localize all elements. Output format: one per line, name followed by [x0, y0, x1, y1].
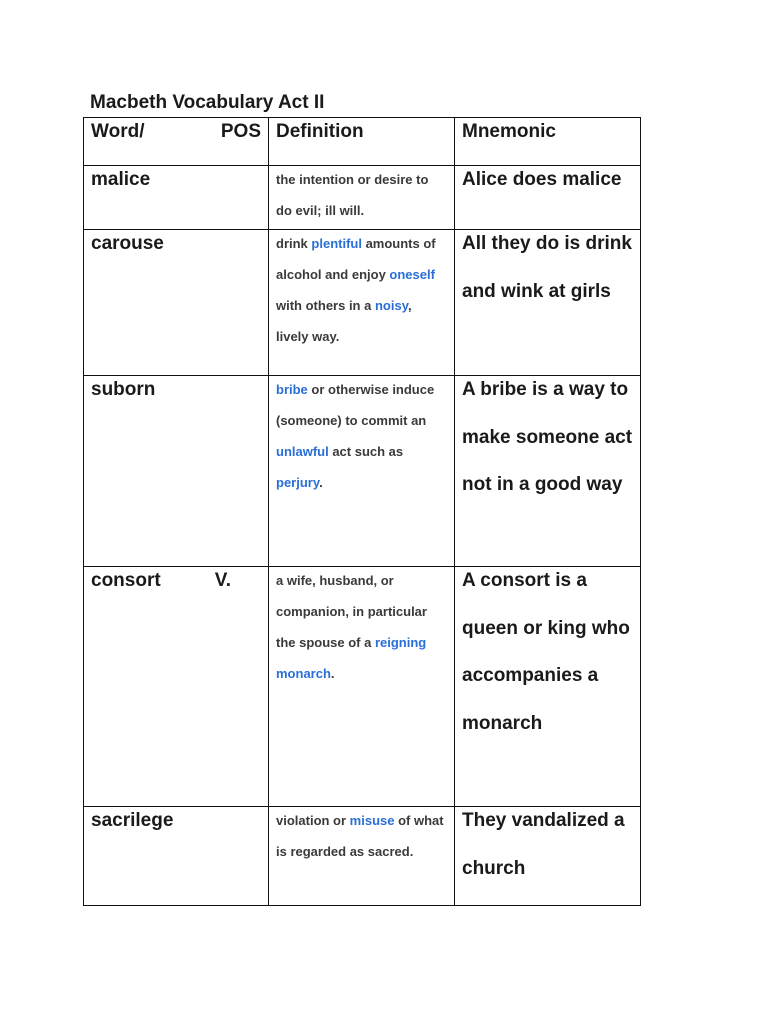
mnemonic: A consort is a queen or king who accompanies a monarch — [462, 570, 630, 734]
definition-link[interactable]: noisy — [374, 298, 408, 313]
word: suborn — [91, 379, 156, 400]
definition-text: violation or — [276, 813, 350, 828]
mnemonic: All they do is drink and wink at girls — [462, 233, 632, 302]
word-cell — [84, 807, 269, 906]
word-cell — [84, 166, 269, 230]
header-word-pos — [84, 118, 269, 166]
page-title: Macbeth Vocabulary Act II — [90, 92, 325, 113]
table-row — [84, 376, 641, 567]
definition-text: amounts of alcohol and enjoy — [276, 236, 436, 282]
header-mnemonic-cell — [455, 118, 641, 166]
pos: V. — [214, 570, 231, 591]
mnemonic-cell — [455, 376, 641, 567]
header-definition: Definition — [276, 121, 364, 142]
definition-link[interactable]: oneself — [389, 267, 435, 282]
table-row — [84, 230, 641, 376]
definition-link[interactable]: perjury — [276, 475, 320, 490]
definition-text: of what is regarded as sacred. — [276, 813, 444, 859]
definition — [276, 166, 447, 227]
definition-text: . — [319, 475, 323, 490]
definition — [276, 230, 447, 353]
word: consort — [91, 570, 161, 591]
definition-link[interactable]: misuse — [349, 813, 395, 828]
word-cell — [84, 376, 269, 567]
definition — [276, 567, 447, 690]
vocabulary-table — [83, 117, 641, 906]
mnemonic-cell — [455, 166, 641, 230]
definition-link[interactable]: unlawful — [276, 444, 329, 459]
definition-text: act such as — [328, 444, 404, 459]
word-cell — [84, 230, 269, 376]
mnemonic-cell — [455, 230, 641, 376]
definition-cell — [269, 376, 455, 567]
definition-cell — [269, 230, 455, 376]
definition-link[interactable]: bribe — [276, 382, 308, 397]
word: malice — [91, 169, 151, 190]
header-definition-cell — [269, 118, 455, 166]
definition-text: , lively way. — [276, 298, 412, 344]
definition-text: the intention or desire to do evil; ill will. — [276, 172, 429, 218]
definition-cell — [269, 567, 455, 807]
definition — [276, 376, 447, 499]
mnemonic: A bribe is a way to make someone act not in a good way — [462, 379, 633, 496]
table-header-row — [84, 118, 641, 166]
table-row — [84, 807, 641, 906]
definition-cell — [269, 166, 455, 230]
definition-text: . — [330, 666, 335, 681]
definition-text: with others in a — [276, 298, 375, 313]
table-row — [84, 567, 641, 807]
word-cell — [84, 567, 269, 807]
definition-text: drink — [276, 236, 312, 251]
word: carouse — [91, 233, 164, 254]
definition-link[interactable]: plentiful — [311, 236, 362, 251]
header-mnemonic: Mnemonic — [462, 121, 556, 142]
header-pos: POS — [220, 121, 261, 142]
definition — [276, 807, 447, 868]
definition-text: a wife, husband, or companion, in particular the spouse of a — [276, 573, 427, 650]
definition-cell — [269, 807, 455, 906]
mnemonic: They vandalized a church — [462, 810, 625, 879]
mnemonic-cell — [455, 807, 641, 906]
word: sacrilege — [91, 810, 174, 831]
mnemonic: Alice does malice — [462, 169, 622, 190]
definition-link[interactable]: monarch — [276, 666, 331, 681]
definition-link[interactable]: reigning — [374, 635, 427, 650]
header-word: Word/ — [91, 121, 145, 142]
mnemonic-cell — [455, 567, 641, 807]
definition-text: or otherwise induce (someone) to commit an — [276, 382, 435, 428]
table-row — [84, 166, 641, 230]
